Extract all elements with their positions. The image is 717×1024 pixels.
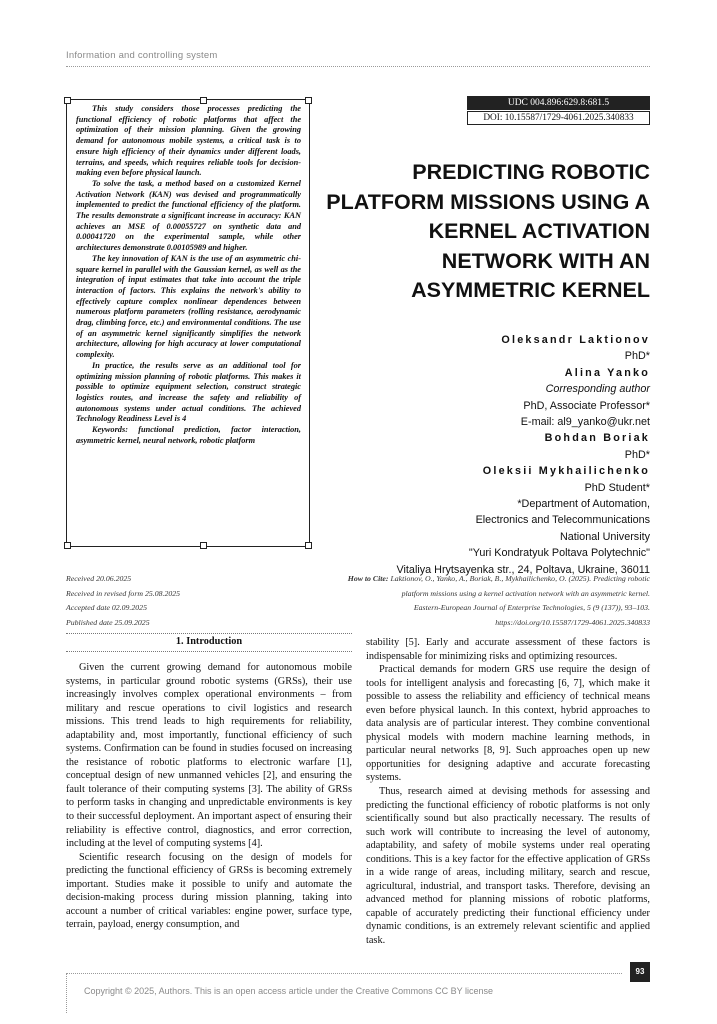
footer-divider xyxy=(66,973,622,974)
section-divider xyxy=(66,633,352,634)
udc-code: UDC 004.896:629.8:681.5 xyxy=(467,96,650,110)
body-paragraph: stability [5]. Early and accurate assessment of these factors is indispensable for minimizing risks and optimizing resources. xyxy=(366,637,650,662)
body-paragraph: Practical demands for modern GRS use require the design of tools for intelligent analysis and forecasting [6, 7], which make it possible to assess the reliability and efficiency of technical means even before physical launch. In this context, hybrid approaches to data analysis are of particular interest. They combine conventional physical models with modern machine learning methods, in particular neural networks [8, 9]. Such approaches open up new opportunities for designing adaptive and accurate forecasting systems. xyxy=(366,664,650,784)
body-column-left xyxy=(66,661,352,932)
citation-line: Laktionov, O., Yanko, A., Boriak, B., Mykhailichenko, O. (2025). Predicting robotic xyxy=(390,574,650,583)
citation-line: Eastern-European Journal of Enterprise Technologies, 5 (9 (137)), 93–103. xyxy=(413,603,650,612)
article-title: PREDICTING ROBOTIC PLATFORM MISSIONS USING A KERNEL ACTIVATION NETWORK WITH AN ASYMMETRIC KERNEL xyxy=(326,160,650,302)
author-block xyxy=(340,332,650,578)
abstract-keywords: Keywords: functional prediction, factor interaction, asymmetric kernel, neural network, robotic platform xyxy=(76,425,301,445)
author-name: Bohdan Boriak xyxy=(544,432,650,445)
section-heading: 1. Introduction xyxy=(175,636,243,647)
affiliation-line: *Department of Automation, xyxy=(517,498,650,511)
corresponding-author-label: Corresponding author xyxy=(545,383,650,396)
copyright-notice: Copyright © 2025, Authors. This is an open access article under the Creative Commons CC BY license xyxy=(84,986,493,996)
affiliation-line: Vitaliya Hrytsayenka str., 24, Poltava, Ukraine, 36011 xyxy=(396,563,650,576)
how-to-cite-label: How to Cite: xyxy=(347,574,389,583)
header-divider xyxy=(66,66,650,67)
date-accepted: Accepted date 02.09.2025 xyxy=(66,603,147,612)
author-degree: PhD* xyxy=(624,448,650,461)
corner-marker xyxy=(305,97,312,104)
affiliation-line: Electronics and Telecommunications xyxy=(475,514,650,527)
abstract-paragraph: This study considers those processes predicting the functional efficiency of robotic platforms that affect the optimization of their mission planning. Given the growing demand for autonomous mobile systems, a critical task is to ensure high efficiency of their dynamics under different loads, terrains, and speeds, which requires reliable tools for decision-making even before physical launch. xyxy=(76,104,301,178)
body-paragraph: Scientific research focusing on the design of models for predicting the functional efficiency of GRSs is becoming extremely important. Studies make it possible to unify and automate the decision-making process during mission planning, taking into account a number of critical variables: engine power, surface type, terrain, payload, energy consumption, and xyxy=(66,851,352,931)
page-number: 93 xyxy=(630,962,650,982)
corner-marker xyxy=(200,97,207,104)
date-published: Published date 25.09.2025 xyxy=(66,617,150,627)
abstract-paragraph: The key innovation of KAN is the use of an asymmetric chi-square kernel in parallel with the Gaussian kernel, as well as the integration of input estimates that take into account the triple interaction of factors. This explains the network's ability to effectively capture complex nonlinear dependences between numerous platform parameters (rolling resistance, aerodynamic drag, climbing force, etc.) and environmental conditions. The use of an asymmetric kernel significantly simplifies the network architecture, allowing for high accuracy at lower computational complexity. xyxy=(76,253,301,360)
abstract-paragraph: To solve the task, a method based on a customized Kernel Activation Network (KAN) was devised and programmatically implemented to predict the functional efficiency of the platform. The results demonstrate a significant increase in accuracy: KAN achieves an MSE of 0.00055727 on synthetic data and 0.00041720 on the experimental sample, while other architectures demonstrate 0.00105989 and higher. xyxy=(76,178,301,253)
body-column-right xyxy=(366,636,650,948)
section-divider xyxy=(66,651,352,652)
doi-link[interactable]: DOI: 10.15587/1729-4061.2025.340833 xyxy=(467,111,650,125)
date-revised: Received in revised form 25.08.2025 xyxy=(66,588,181,598)
author-degree: PhD* xyxy=(624,350,650,363)
article-dates xyxy=(66,572,180,630)
affiliation-line: National University xyxy=(559,530,650,543)
author-degree: PhD, Associate Professor* xyxy=(523,399,650,412)
corner-marker xyxy=(64,97,71,104)
abstract-paragraph: In practice, the results serve as an additional tool for optimizing mission planning of robotic platforms. This makes it possible to optimize equipment selection, construct strategic logistics routes, and increase the safety and reliability of autonomous systems under actual conditions. The achieved Technology Readiness Level is 4 xyxy=(76,360,301,424)
corner-marker xyxy=(305,542,312,549)
corner-marker xyxy=(200,542,207,549)
how-to-cite xyxy=(300,572,650,630)
author-name: Oleksandr Laktionov xyxy=(501,334,650,346)
journal-section-label: Information and controlling system xyxy=(66,50,218,61)
author-email[interactable]: E-mail: al9_yanko@ukr.net xyxy=(520,416,650,429)
corner-marker xyxy=(64,542,71,549)
body-paragraph: Given the current growing demand for autonomous mobile systems, in particular ground robotic systems (GRSs), their use increasingly involves complex operational environments – from military and rescue operations to civil logistics and research missions. This trend leads to high requirements for reliability, adaptability and, most importantly, functional efficiency of such systems. Confirmation can be found in studies focused on increasing the resistance of robotic platforms to electronic warfare [1], conceptual design of new unmanned vehicles [2], and ensuring the fault tolerance of their computing systems [3]. The ability of GRSs to perform tasks in changing and unpredictable environments is key to their successful deployment. An important aspect of ensuring their reliability is effective control, diagnostics, and error correction, including at the level of computing systems [4]. xyxy=(66,662,352,850)
citation-doi-link[interactable]: https://doi.org/10.15587/1729-4061.2025.340833 xyxy=(495,617,650,627)
citation-line: platform missions using a kernel activation network with an asymmetric kernel. xyxy=(401,588,650,598)
abstract-box xyxy=(66,99,310,547)
author-name: Alina Yanko xyxy=(564,366,650,379)
date-received: Received 20.06.2025 xyxy=(66,574,132,583)
author-name: Oleksii Mykhailichenko xyxy=(482,465,650,478)
footer-divider xyxy=(66,973,67,1013)
author-degree: PhD Student* xyxy=(584,481,650,494)
body-paragraph: Thus, research aimed at devising methods for assessing and predicting the functional efficiency of robotic platforms is not only scientifically sound but also practically necessary. The results of such work will contribute to increasing the level of autonomy, adaptability, and safety of mobile systems under real operating conditions. This is a key factor for the effective application of GRSs in a wide range of areas, including military, search and rescue, agricultural, industrial, and transport tasks. Therefore, devising an advanced method for planning missions of robotic platforms, capable of accurately predicting their functional efficiency under dynamic conditions, is an extremely relevant scientific and applied task. xyxy=(366,786,650,947)
affiliation-line: "Yuri Kondratyuk Poltava Polytechnic" xyxy=(468,547,650,560)
